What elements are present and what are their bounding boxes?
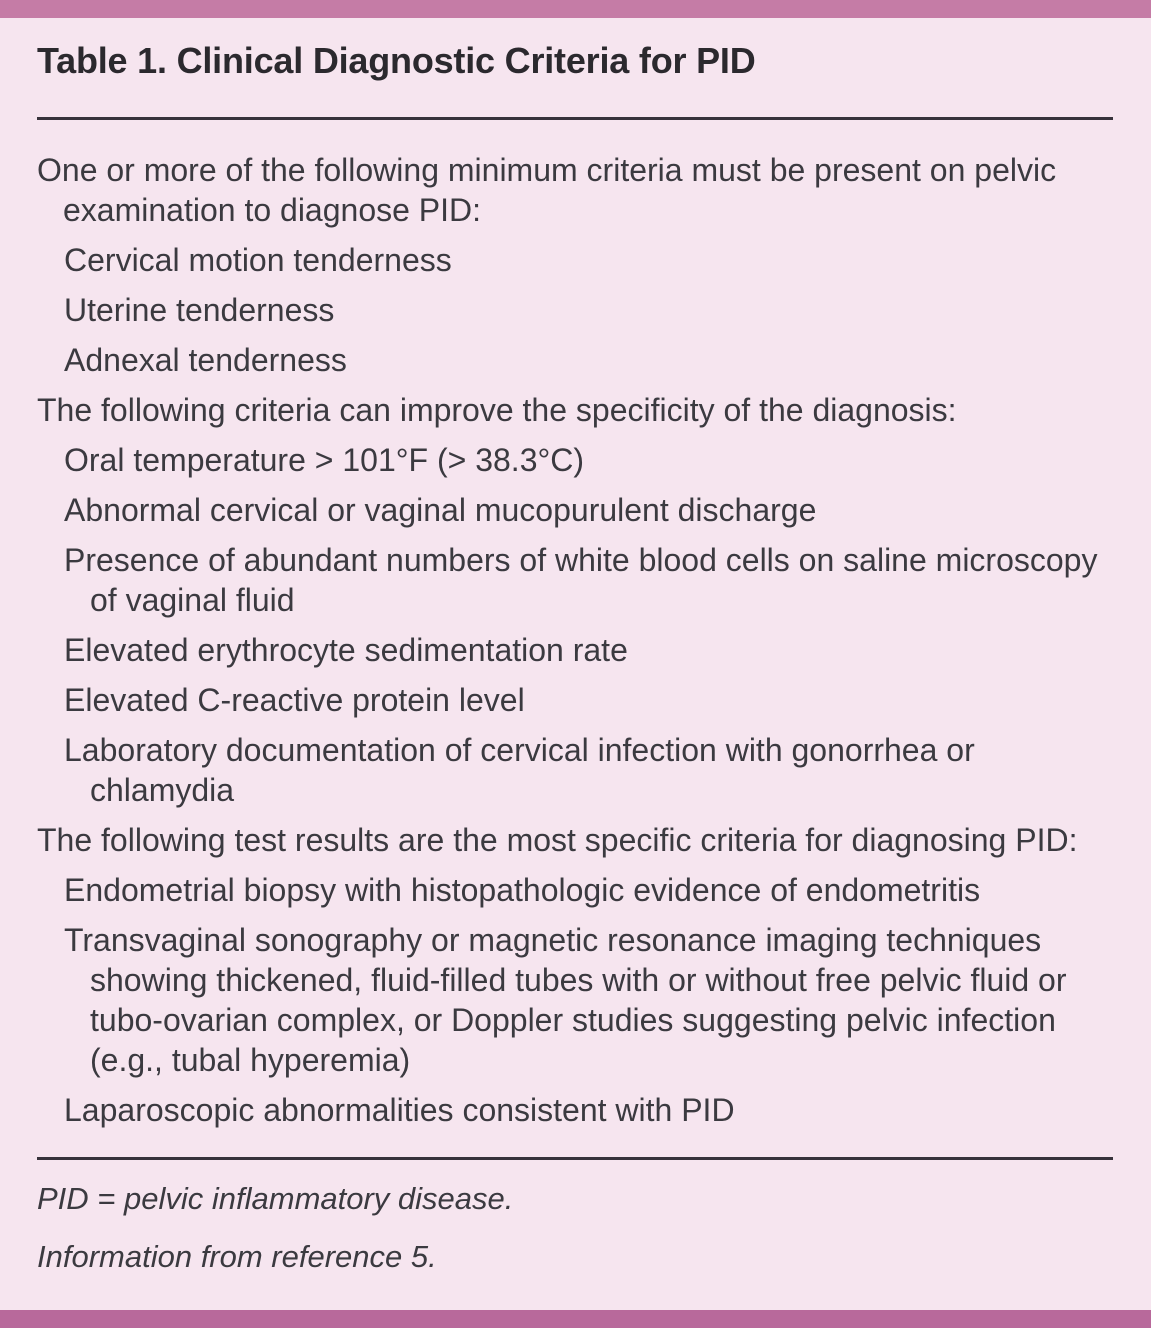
section-header: One or more of the following minimum criteria must be present on pelvic examination to diagnose PID: — [37, 152, 1057, 228]
criteria-item: Laboratory documentation of cervical infection with gonorrhea or chlamydia — [64, 732, 975, 808]
criteria-item: Presence of abundant numbers of white blood cells on saline microscopy of vaginal fluid — [64, 542, 1098, 618]
footnote: Information from reference 5. — [37, 1239, 437, 1274]
table-top-border-bar — [0, 0, 1151, 18]
title-divider-rule — [37, 117, 1113, 120]
criteria-item: Elevated C-reactive protein level — [64, 682, 525, 718]
section-header: The following criteria can improve the specificity of the diagnosis: — [37, 392, 957, 428]
criteria-item: Endometrial biopsy with histopathologic evidence of endometritis — [64, 872, 981, 908]
criteria-item: Adnexal tenderness — [64, 342, 347, 378]
section-header: The following test results are the most specific criteria for diagnosing PID: — [37, 822, 1078, 858]
footnotes — [37, 1179, 1113, 1277]
criteria-item: Elevated erythrocyte sedimentation rate — [64, 632, 628, 668]
criteria-item: Transvaginal sonography or magnetic resonance imaging techniques showing thickened, fluid-filled tubes with or without free pelvic fluid or tubo-ovarian complex, or Doppler studies suggesting pelvic infection (e.g., tubal hyperemia) — [64, 922, 1067, 1078]
table-content — [0, 18, 1151, 1295]
footnote: PID = pelvic inflammatory disease. — [37, 1181, 514, 1216]
criteria-item: Uterine tenderness — [64, 292, 335, 328]
criteria-item: Laparoscopic abnormalities consistent with PID — [64, 1092, 735, 1128]
table-title: Table 1. Clinical Diagnostic Criteria for PID — [37, 40, 756, 81]
criteria-item: Cervical motion tenderness — [64, 242, 452, 278]
criteria-item: Abnormal cervical or vaginal mucopurulent discharge — [64, 492, 817, 528]
table-bottom-border-bar — [0, 1310, 1151, 1328]
footnote-divider-rule — [37, 1157, 1113, 1160]
criteria-item: Oral temperature > 101°F (> 38.3°C) — [64, 442, 585, 478]
criteria-list — [37, 150, 1113, 1130]
